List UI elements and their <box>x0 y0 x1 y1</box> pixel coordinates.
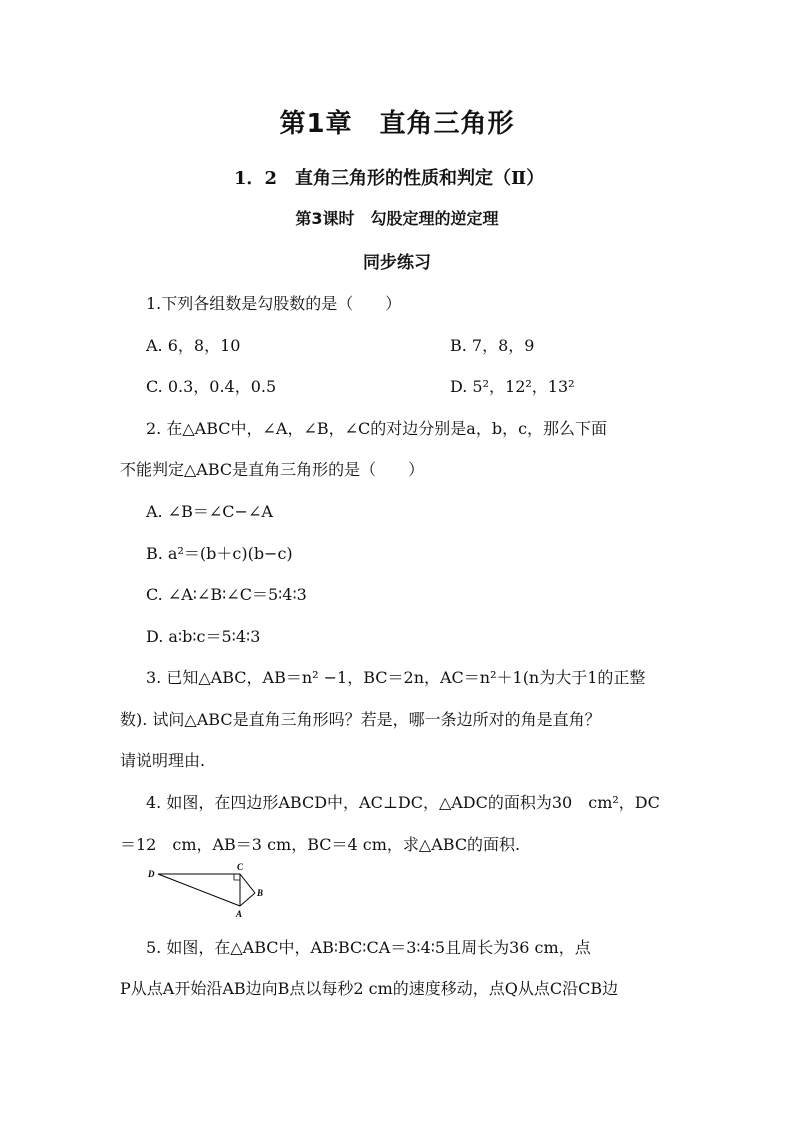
q4-figure <box>146 860 271 920</box>
segment-cb <box>240 874 255 893</box>
label-c: C <box>237 862 244 872</box>
q5-line2: P从点A开始沿AB边向B点以每秒2 cm的速度移动，点Q从点C沿CB边 <box>120 979 619 998</box>
section-title: 1．2 直角三角形的性质和判定（Ⅱ） <box>234 168 545 189</box>
q2-stem-line2: 不能判定△ABC是直角三角形的是（ ） <box>120 460 425 479</box>
q3-line2: 数). 试问△ABC是直角三角形吗？若是，哪一条边所对的角是直角？ <box>120 710 601 729</box>
q4-line1: 4. 如图，在四边形ABCD中，AC⊥DC，△ADC的面积为30 cm²，DC <box>146 793 660 812</box>
right-angle-mark <box>234 874 240 880</box>
q3-line3: 请说明理由. <box>120 751 206 770</box>
segment-ba <box>240 893 255 906</box>
label-a: A <box>236 909 243 919</box>
q2-option-d: D. a∶b∶c＝5∶4∶3 <box>146 627 261 646</box>
q4-line2: ＝12 cm，AB＝3 cm，BC＝4 cm，求△ABC的面积. <box>120 835 521 854</box>
q1-option-b: B. 7，8，9 <box>450 336 535 355</box>
q5-line1: 5. 如图，在△ABC中，AB∶BC∶CA＝3∶4∶5且周长为36 cm，点 <box>146 938 591 957</box>
q2-stem-line1: 2. 在△ABC中，∠A，∠B，∠C的对边分别是a，b，c，那么下面 <box>146 419 608 438</box>
q1-stem: 1.下列各组数是勾股数的是（ ） <box>146 294 402 313</box>
q2-option-a: A. ∠B＝∠C−∠A <box>146 502 273 521</box>
q3-line1: 3. 已知△ABC，AB＝n² −1，BC＝2n，AC＝n²＋1(n为大于1的正整 <box>146 668 646 687</box>
lesson-title: 第3课时 勾股定理的逆定理 <box>295 209 499 228</box>
exercise-subtitle: 同步练习 <box>363 253 431 273</box>
label-d: D <box>148 869 155 879</box>
q1-option-a: A. 6，8，10 <box>146 336 241 355</box>
q1-option-c: C. 0.3，0.4，0.5 <box>146 377 277 396</box>
q1-option-d: D. 5²，12²，13² <box>450 377 575 396</box>
q2-option-c: C. ∠A∶∠B∶∠C＝5∶4∶3 <box>146 585 307 604</box>
label-b: B <box>257 888 264 898</box>
chapter-title: 第1章 直角三角形 <box>279 109 515 139</box>
q2-option-b: B. a²＝(b＋c)(b−c) <box>146 544 293 563</box>
segment-da <box>158 874 240 906</box>
